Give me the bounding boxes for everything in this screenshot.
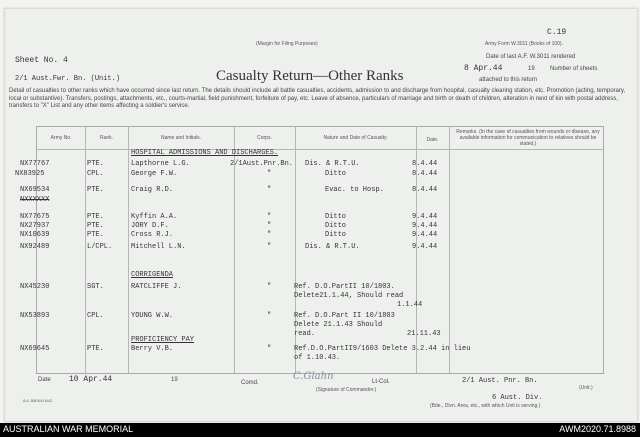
cell-rank: CPL.: [87, 170, 104, 178]
cell-rank: PTE.: [87, 186, 104, 194]
cell-army-no: NX69534: [20, 186, 50, 194]
number-of-sheets-label: Number of sheets: [550, 66, 598, 72]
col-name: Name and Initials.: [160, 135, 202, 141]
cell-army-no: NX53893: [20, 312, 50, 320]
cell-army-no: NXXXXXX: [20, 196, 50, 204]
cell-nature: Dis. & R.T.U.: [305, 243, 360, 251]
cell-name: Craig R.D.: [131, 186, 174, 194]
section-corrigenda: CORRIGENDA: [131, 271, 174, 279]
cell-nature: Ref.D.O.PartII9/1603 Delete 3.2.44 in lieu of 1.10.43.: [294, 345, 471, 362]
comdt-label: Comd.: [241, 380, 259, 386]
cell-corps: ": [267, 231, 272, 239]
cell-date: 9.4.44: [412, 231, 438, 239]
lt-col-label: Lt-Col.: [372, 379, 390, 385]
cell-date: 8.4.44: [412, 160, 438, 168]
cell-nature: Evac. to Hosp.: [325, 186, 384, 194]
date-last-value: 8 Apr.44: [464, 64, 503, 73]
cell-army-no: NX83925: [15, 170, 45, 178]
cell-corps: ": [267, 312, 272, 320]
cell-name: JORY D.F.: [131, 222, 169, 230]
cell-name: Mitchell L.N.: [131, 243, 186, 251]
table-row: [5, 231, 637, 240]
cell-date: 9.4.44: [412, 213, 438, 221]
year-19: 19: [528, 66, 535, 72]
unit-line: 2/1 Aust.Fwr. Bn. (Unit.): [15, 75, 121, 83]
date-last-label: Date of last A.F. W.3011 rendered: [486, 54, 576, 60]
cell-date: 9.4.44: [412, 222, 438, 230]
army-form-number: Army Form W.3011 (Books of 100).: [485, 41, 563, 47]
cell-date: 21.11.43: [407, 330, 441, 338]
cell-corps: ": [267, 186, 272, 194]
col-corps: Corps.: [257, 135, 272, 141]
cell-nature: Ref. D.O.PartII 10/1803. Delete21.1.44, Should read: [294, 283, 404, 300]
cell-nature: Ditto: [325, 213, 347, 221]
col-remarks: Remarks. (In the case of casualties from wounds or disease, any available information for communication to relatives should be stated.): [456, 129, 600, 147]
division-value: 6 Aust. Div.: [492, 394, 543, 402]
cell-nature: Ditto: [325, 222, 347, 230]
col-nature: Nature and Date of Casualty.: [323, 135, 388, 141]
table-row: [5, 222, 637, 231]
cell-army-no: NX45230: [20, 283, 50, 291]
archive-footer-bar: [0, 423, 640, 437]
cell-army-no: NX77675: [20, 213, 50, 221]
table-row: [5, 186, 637, 195]
cell-date: 8.4.44: [412, 186, 438, 194]
bde-caption: (Bde., Divn. Area, etc., with which Unit is serving.): [430, 403, 541, 409]
attached-label: attached to this return: [479, 77, 538, 83]
cell-corps: ": [267, 345, 272, 353]
archive-name: AUSTRALIAN WAR MEMORIAL: [3, 424, 134, 434]
form-code: C.19: [547, 28, 567, 37]
cell-date: 9.4.44: [412, 243, 438, 251]
print-code: A.A. 508 5/41 6/42: [23, 399, 52, 403]
table-row: [5, 283, 637, 309]
cell-rank: CPL.: [87, 312, 104, 320]
cell-rank: PTE.: [87, 222, 104, 230]
cell-name: Cross R.J.: [131, 231, 174, 239]
margin-note: (Margin for Filing Purposes): [256, 41, 318, 47]
signature-caption: (Signature of Commander.): [316, 387, 377, 393]
cell-name: Berry V.B.: [131, 345, 174, 353]
section-hospital: HOSPITAL ADMISSIONS AND DISCHARGES.: [131, 149, 279, 157]
cell-army-no: NX92489: [20, 243, 50, 251]
cell-corps: ": [267, 283, 272, 291]
cell-rank: PTE.: [87, 345, 104, 353]
table-row: [5, 345, 637, 365]
table-row: [5, 243, 637, 252]
cell-nature: Ditto: [325, 170, 347, 178]
col-date: Date.: [426, 137, 439, 143]
date-label: Date: [38, 377, 51, 383]
cell-name: Kyffin A.A.: [131, 213, 178, 221]
cell-corps: ": [267, 213, 272, 221]
date-value: 10 Apr.44: [69, 375, 113, 384]
cell-nature: Ditto: [325, 231, 347, 239]
cell-army-no: NX69645: [20, 345, 50, 353]
cell-army-no: NX27937: [20, 222, 50, 230]
cell-nature: Ref. D.O.Part II 10/1803 Delete 21.1.43 Should read.: [294, 312, 395, 338]
unit-value: 2/1 Aust. Pnr. Bn.: [462, 377, 538, 385]
archive-id: AWM2020.71.8988: [559, 424, 636, 434]
cell-corps: ": [267, 243, 272, 251]
cell-army-no: NX10639: [20, 231, 50, 239]
year-19-footer: 19: [171, 377, 178, 383]
unit-caption: (Unit.): [579, 385, 593, 391]
sheet-number: Sheet No. 4: [15, 56, 68, 65]
cell-corps: ": [267, 222, 272, 230]
col-army-no: Army No.: [50, 135, 72, 141]
table-row: [5, 170, 637, 179]
cell-rank: L/CPL.: [87, 243, 113, 251]
cell-rank: PTE.: [87, 231, 104, 239]
table-row: [5, 196, 637, 205]
cell-nature: Dis. & R.T.U.: [305, 160, 360, 168]
table-row: [5, 213, 637, 222]
cell-name: George F.W.: [131, 170, 178, 178]
page-title: Casualty Return—Other Ranks: [216, 68, 404, 84]
table-row: [5, 312, 637, 338]
cell-rank: SGT.: [87, 283, 104, 291]
cell-name: YOUNG W.W.: [131, 312, 174, 320]
cell-date: 1.1.44: [397, 301, 423, 309]
cell-corps: 2/1Aust.Pnr.Bn.: [230, 160, 294, 168]
col-rank: Rank.: [99, 135, 114, 141]
cell-corps: ": [267, 170, 272, 178]
cell-rank: PTE.: [87, 213, 104, 221]
cell-name: RATCLIFFE J.: [131, 283, 182, 291]
commander-signature: C.Glahn: [293, 371, 334, 382]
table-row: [5, 160, 637, 169]
cell-rank: PTE.: [87, 160, 104, 168]
cell-date: 8.4.44: [412, 170, 438, 178]
cell-name: Lapthorne L.G.: [131, 160, 190, 168]
cell-army-no: NX77767: [20, 160, 50, 168]
casualty-return-form: [4, 8, 638, 422]
instructions: Detail of casualties to other ranks which have occurred since last return. The details should include all battle casualties, accidents, admission to and discharge from hospital, casualty clearing station, etc. Promotion (acting, temporary, local or substantive). Transfers, postings, attachments, etc., courts-martial, field punishment, forfeiture of pay, etc. Leave of absence, particulars of marriage and birth or death of children, alteration in next of kin with postal address, transfers to "X" List and any other items affecting a soldier's service.: [9, 88, 626, 109]
section-proficiency: PROFICIENCY PAY: [131, 336, 195, 344]
